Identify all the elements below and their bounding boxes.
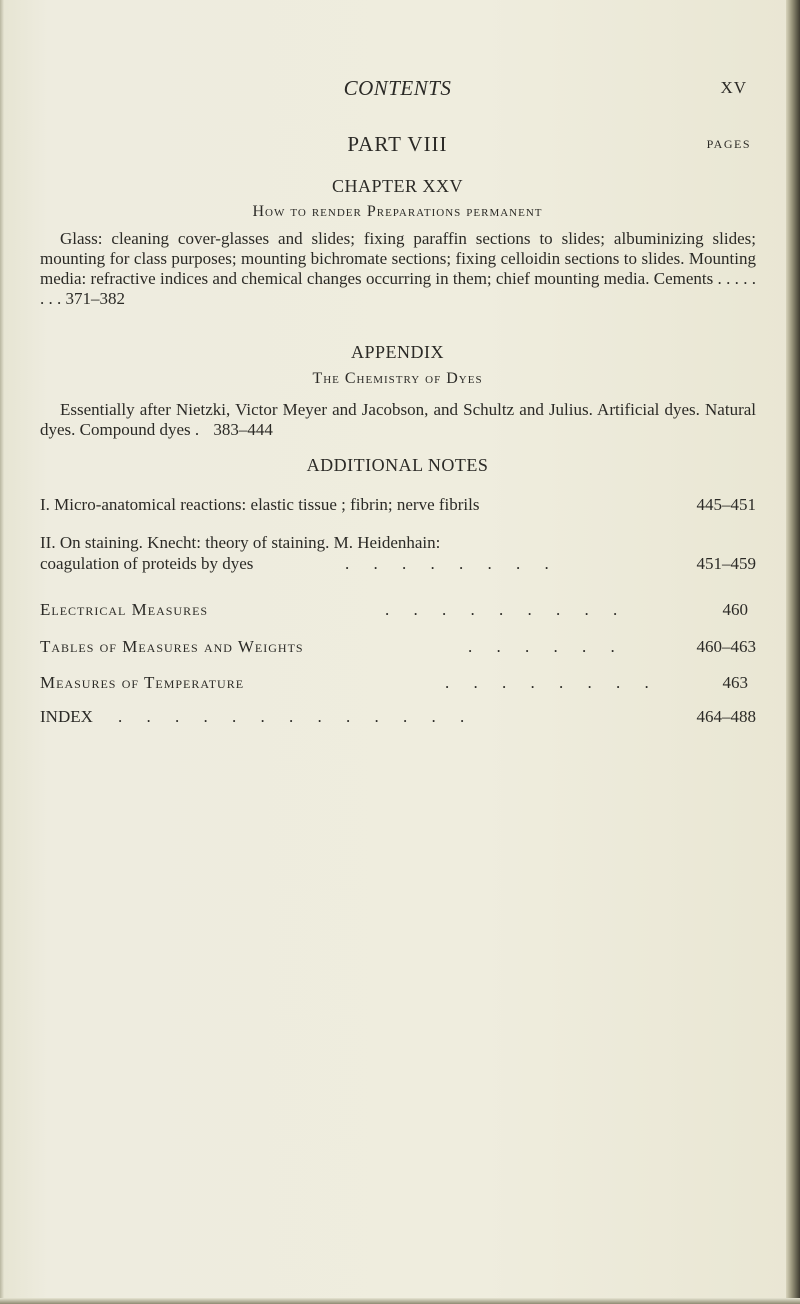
toc-entry-pages: 460–463 (696, 637, 756, 656)
part-title: PART VIII (347, 132, 448, 156)
part-heading (40, 132, 755, 160)
chapter-title: CHAPTER XXV (331, 176, 463, 196)
note-1-entry (40, 494, 756, 516)
chapter-pages: 371–382 (65, 289, 125, 308)
note-2-pages: 451–459 (696, 554, 756, 573)
page-number: XV (720, 78, 747, 97)
appendix-subtitle: The Chemistry of Dyes (312, 370, 483, 387)
additional-notes-title: ADDITIONAL NOTES (306, 455, 489, 475)
note-2-line-2-row (40, 553, 756, 575)
toc-entry-pages: 464–488 (696, 707, 756, 726)
note-1-text: I. Micro-anatomical reactions: elastic tissue ; fibrin; nerve fibrils (40, 495, 480, 514)
running-title: CONTENTS (343, 76, 452, 100)
book-spine-shadow (786, 0, 800, 1304)
note-2-line-1: II. On staining. Knecht: theory of staining. M. Heidenhain: (40, 533, 441, 552)
toc-entry-label: Electrical Measures (40, 600, 209, 619)
toc-entry (40, 599, 756, 621)
appendix-title: APPENDIX (350, 342, 444, 362)
chapter-summary (40, 229, 756, 309)
toc-entry-label: Measures of Temperature (40, 673, 245, 692)
chapter-summary-text: Glass: cleaning cover-glasses and slides; fixing paraffin sections to slides; albuminizing slides; mounting for class purposes; mounting bichromate sections; fixing celloidin sections to slides. Mounting media: refractive indices and chemical changes occurring in them; chief mounting media. Cements . . . . . . . . (40, 229, 756, 308)
pages-column-label: PAGES (706, 137, 751, 151)
toc-entry (40, 706, 756, 728)
note-1-pages: 445–451 (696, 495, 756, 514)
toc-entry-pages: 463 (722, 673, 748, 692)
running-header (40, 76, 755, 106)
note-2-line-2: coagulation of proteids by dyes (40, 554, 254, 573)
appendix-pages: 383–444 (213, 420, 273, 439)
chapter-subtitle: How to render Preparations permanent (252, 203, 543, 220)
toc-entry-label: Tables of Measures and Weights (40, 637, 304, 656)
toc-entry-pages: 460 (722, 600, 748, 619)
appendix-summary-text: Essentially after Nietzki, Victor Meyer and Jacobson, and Schultz and Julius. Artificial dyes. Natural dyes. Compound dyes . (40, 400, 756, 439)
toc-entry-label: INDEX (40, 707, 93, 726)
page-left-edge (0, 0, 4, 1304)
toc-entry-leader: . . . . . . . . . (385, 600, 628, 619)
note-2-leader: . . . . . . . . (345, 554, 559, 573)
toc-entry (40, 636, 756, 658)
toc-entry-leader: . . . . . . . . (445, 673, 659, 692)
toc-entry (40, 672, 756, 694)
toc-entry-leader: . . . . . . (468, 637, 625, 656)
appendix-summary (40, 400, 756, 440)
note-2-entry (40, 532, 756, 575)
page-bottom-edge (0, 1298, 800, 1304)
toc-entry-leader: . . . . . . . . . . . . . (118, 707, 475, 726)
